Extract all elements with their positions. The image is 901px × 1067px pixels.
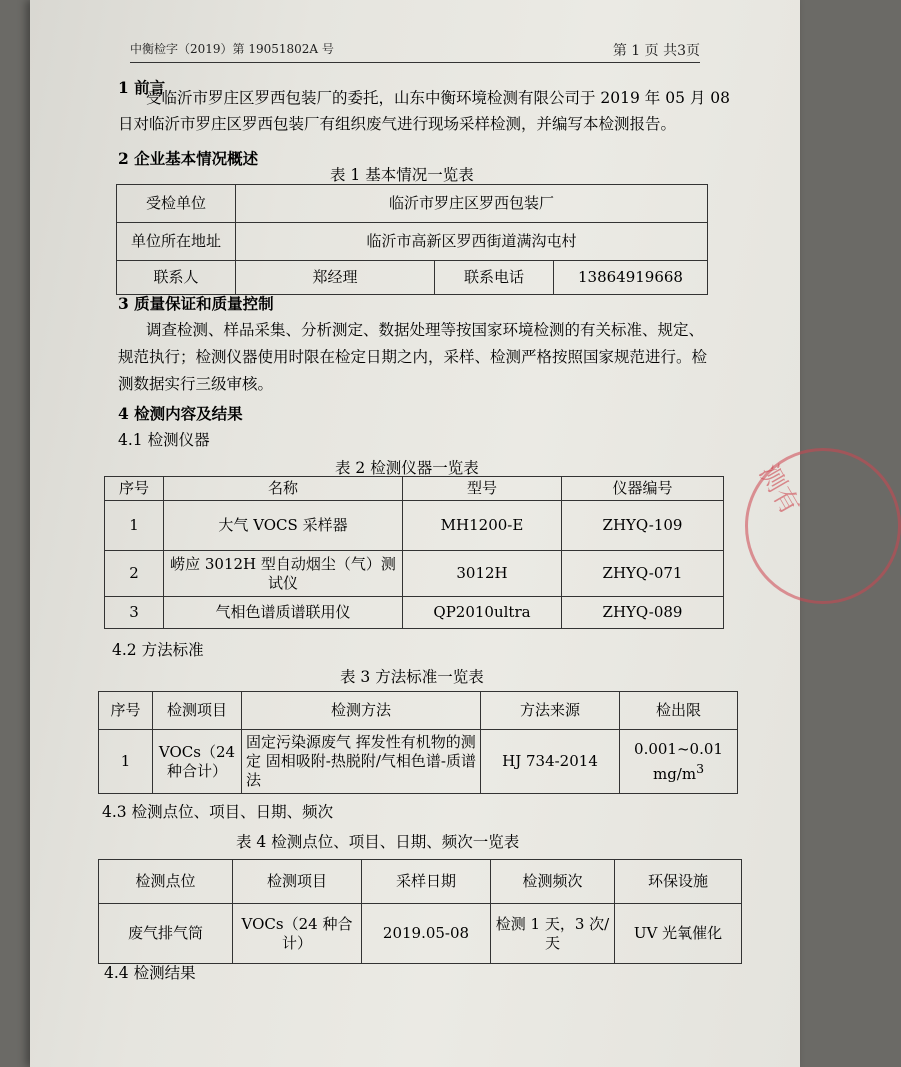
table-cell: 崂应 3012H 型自动烟尘（气）测试仪 (164, 551, 403, 597)
section-4-title: 4 检测内容及结果 (118, 404, 243, 423)
section-3-line-2: 规范执行；检测仪器使用时限在检定日期之内，采样、检测严格按照国家规范进行。检 (118, 348, 708, 366)
table-3-header: 检出限 (620, 692, 738, 730)
address-value: 临沂市高新区罗西街道满沟屯村 (236, 223, 708, 261)
table-2-header: 序号 (105, 477, 164, 501)
table-cell: MH1200-E (403, 501, 562, 551)
table-cell: QP2010ultra (403, 597, 562, 629)
detection-limit-unit-exponent: 3 (696, 760, 705, 776)
table-3-header: 方法来源 (481, 692, 620, 730)
detection-limit-cell (620, 730, 738, 794)
table-cell: 固定污染源废气 挥发性有机物的测定 固相吸附-热脱附/气相色谱-质谱法 (242, 730, 481, 794)
page-info: 第 1 页 共3页 (612, 43, 700, 59)
section-1-line-1: 受临沂市罗庄区罗西包装厂的委托，山东中衡环境检测有限公司于 2019 年 05 月 08 (146, 89, 731, 107)
unit-value: 临沂市罗庄区罗西包装厂 (236, 185, 708, 223)
table-cell: 检测 1 天，3 次/天 (491, 904, 615, 964)
report-number: 中衡检字（2019）第 19051802A 号 (130, 42, 334, 56)
table-cell: 3 (105, 597, 164, 629)
table-4-header: 检测项目 (233, 860, 362, 904)
table-2-header: 型号 (403, 477, 562, 501)
table-4-header: 采样日期 (362, 860, 491, 904)
section-1-line-2: 日对临沂市罗庄区罗西包装厂有组织废气进行现场采样检测，并编写本检测报告。 (118, 115, 677, 133)
table-4-header: 检测点位 (99, 860, 233, 904)
table-4-header: 环保设施 (615, 860, 742, 904)
contact-value: 郑经理 (236, 261, 435, 295)
section-1-title: 1 前言 (118, 78, 166, 97)
table-1-basic-info (116, 184, 708, 295)
phone-value: 13864919668 (554, 261, 708, 295)
stamp-text: 测有 (752, 459, 805, 520)
phone-label: 联系电话 (435, 261, 554, 295)
table-cell: 1 (105, 501, 164, 551)
table-3-methods (98, 691, 738, 794)
contact-label: 联系人 (117, 261, 236, 295)
table-cell: 废气排气筒 (99, 904, 233, 964)
table-3-header: 检测项目 (153, 692, 242, 730)
section-3-title: 3 质量保证和质量控制 (118, 294, 274, 313)
table-cell: 1 (99, 730, 153, 794)
section-4-1-title: 4.1 检测仪器 (118, 431, 210, 449)
table-cell: VOCs（24 种合计） (233, 904, 362, 964)
table-cell: HJ 734-2014 (481, 730, 620, 794)
table-cell: ZHYQ-071 (562, 551, 724, 597)
unit-label: 受检单位 (117, 185, 236, 223)
section-4-4-title: 4.4 检测结果 (104, 964, 196, 982)
table-cell: ZHYQ-109 (562, 501, 724, 551)
section-3-line-3: 测数据实行三级审核。 (118, 375, 274, 393)
detection-limit-unit: mg/m (652, 764, 697, 783)
table-cell: 2019.05-08 (362, 904, 491, 964)
table-4-sampling (98, 859, 742, 964)
table-cell: 2 (105, 551, 164, 597)
table-cell: ZHYQ-089 (562, 597, 724, 629)
table-3-caption: 表 3 方法标准一览表 (340, 668, 484, 686)
address-label: 单位所在地址 (117, 223, 236, 261)
table-2-caption: 表 2 检测仪器一览表 (335, 459, 479, 477)
table-1-caption: 表 1 基本情况一览表 (330, 166, 474, 184)
table-cell: UV 光氧催化 (615, 904, 742, 964)
table-3-header: 序号 (99, 692, 153, 730)
table-cell: VOCs（24 种合计） (153, 730, 242, 794)
section-4-3-title: 4.3 检测点位、项目、日期、频次 (102, 803, 334, 821)
table-3-header: 检测方法 (242, 692, 481, 730)
table-cell: 3012H (403, 551, 562, 597)
section-2-title: 2 企业基本情况概述 (118, 149, 259, 168)
section-4-2-title: 4.2 方法标准 (112, 641, 204, 659)
table-4-header: 检测频次 (491, 860, 615, 904)
table-2-instruments (104, 476, 724, 629)
table-4-caption: 表 4 检测点位、项目、日期、频次一览表 (236, 833, 520, 851)
table-cell: 大气 VOCS 采样器 (164, 501, 403, 551)
section-3-line-1: 调查检测、样品采集、分析测定、数据处理等按国家环境检测的有关标准、规定、 (146, 321, 705, 339)
page-header (130, 40, 700, 63)
detection-limit-value: 0.001~0.01 (634, 739, 723, 758)
table-2-header: 仪器编号 (562, 477, 724, 501)
table-cell: 气相色谱质谱联用仪 (164, 597, 403, 629)
table-2-header: 名称 (164, 477, 403, 501)
